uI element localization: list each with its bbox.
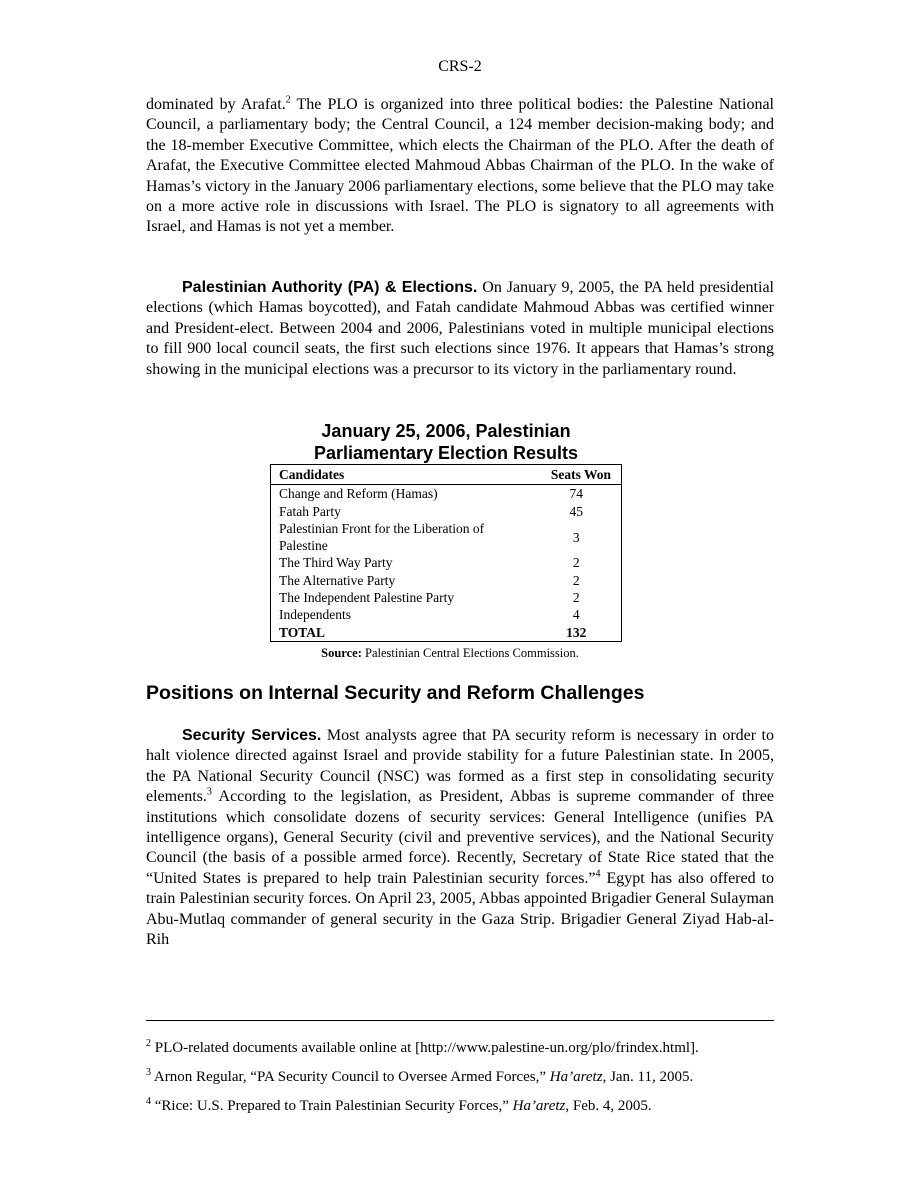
candidate-cell: The Third Way Party xyxy=(279,555,393,571)
source-label: Source: xyxy=(321,646,362,660)
footnote-4 xyxy=(146,1098,774,1115)
footnote-text: PLO-related documents available online at [http://www.palestine-un.org/plo/frindex.html]. xyxy=(151,1040,699,1056)
table-source xyxy=(270,646,630,661)
footnote-text: , Feb. 4, 2005. xyxy=(565,1098,652,1114)
footnote-text: “Rice: U.S. Prepared to Train Palestinian Security Forces,” xyxy=(151,1098,513,1114)
table-title-line: January 25, 2006, Palestinian xyxy=(321,421,571,441)
paragraph-text: The PLO is organized into three political bodies: the Palestine National Council, a parliamentary body; the Central Council, a 124 member decision-making body; and the 18-member Executive Committee, which elects the Chairman of the PLO. After the death of Arafat, the Executive Committee elected Mahmoud Abbas Chairman of the PLO. In the wake of Hamas’s victory in the January 2006 parliamentary elections, some believe that the PLO may take on a more active role in discussions with Israel. The PLO is signatory to all agreements with Israel, and Hamas is not yet a member. xyxy=(146,96,774,236)
total-value: 132 xyxy=(566,624,587,640)
paragraph-pa-elections xyxy=(146,278,774,380)
footnote-source: Ha’aretz xyxy=(512,1098,566,1114)
paragraph-text: Egypt has also offered to train Palestinian security forces. On April 23, 2005, Abbas appointed Brigadier General Sulayman Abu-Mutlaq commander of general security in the Gaza Strip. Brigadier General Ziyad Hab-al-Rih xyxy=(146,869,775,949)
footnote-text: , Jan. 11, 2005. xyxy=(602,1069,694,1085)
section-heading: Positions on Internal Security and Reform Challenges xyxy=(146,682,645,704)
paragraph-text: On January 9, 2005, the PA held presidential elections (which Hamas boycotted), and Fatah candidate Mahmoud Abbas was certified winner and President-elect. Between 2004 and 2006, Palestinians voted in multiple municipal elections to fill 900 local council seats, the first such elections since 1976. It appears that Hamas’s strong showing in the municipal elections was a precursor to its victory in the parliamentary round. xyxy=(146,279,774,378)
footnote-number: 4 xyxy=(146,1096,151,1107)
footnote-2 xyxy=(146,1040,774,1057)
source-text: Palestinian Central Elections Commission. xyxy=(361,646,579,660)
candidate-cell: The Independent Palestine Party xyxy=(279,590,455,606)
candidate-cell: Change and Reform (Hamas) xyxy=(279,486,438,502)
run-in-heading: Palestinian Authority (PA) & Elections. xyxy=(182,279,478,296)
footnote-text: Arnon Regular, “PA Security Council to Oversee Armed Forces,” xyxy=(151,1069,550,1085)
total-label: TOTAL xyxy=(279,624,326,640)
footnote-number: 2 xyxy=(146,1038,151,1049)
candidate-cell: Palestinian Front for the Liberation of Palestine xyxy=(279,520,485,554)
paragraph-text: dominated by Arafat. xyxy=(146,96,286,113)
table-total-row xyxy=(271,624,621,641)
footnote-3 xyxy=(146,1069,774,1086)
footnote-ref: 4 xyxy=(595,868,601,880)
table-row xyxy=(271,572,621,589)
table-title-line: Parliamentary Election Results xyxy=(313,443,579,463)
column-header-candidates: Candidates xyxy=(279,467,345,482)
paragraph-plo xyxy=(146,95,774,238)
paragraph-security-services xyxy=(146,726,774,950)
page-header: CRS-2 xyxy=(438,58,482,75)
table-row xyxy=(271,520,621,555)
candidate-cell: Fatah Party xyxy=(279,503,341,519)
footnote-divider xyxy=(146,1020,774,1021)
paragraph-text: Most analysts agree that PA security reform is necessary in order to halt violence directed against Israel and provide stability for a future Palestinian state. In 2005, the PA National Security Council (NSC) was formed as a first step in consolidating security elements. xyxy=(146,727,775,806)
table-title xyxy=(270,420,622,464)
candidate-cell: Independents xyxy=(279,607,351,623)
seats-cell: 2 xyxy=(572,572,580,588)
election-results-table xyxy=(270,464,622,642)
seats-cell: 4 xyxy=(572,607,580,623)
paragraph-text: According to the legislation, as President, Abbas is supreme commander of three institutions which consolidate dozens of security services: General Intelligence (unifies PA intelligence organs), General Security (civil and preventive services), and the National Security Council (the basis of a possible armed force). Recently, Secretary of State Rice stated that the “United States is prepared to help train Palestinian security forces.” xyxy=(146,788,774,887)
footnote-ref: 3 xyxy=(206,786,212,798)
table-header-row xyxy=(271,465,621,485)
table-row xyxy=(271,554,621,571)
seats-cell: 74 xyxy=(569,486,584,502)
table-row xyxy=(271,503,621,520)
column-header-seats: Seats Won xyxy=(550,467,611,482)
table-row xyxy=(271,589,621,606)
seats-cell: 3 xyxy=(572,529,580,545)
candidate-cell: The Alternative Party xyxy=(279,572,396,588)
seats-cell: 2 xyxy=(572,590,580,606)
footnote-number: 3 xyxy=(146,1067,151,1078)
footnote-source: Ha’aretz xyxy=(549,1069,603,1085)
seats-cell: 2 xyxy=(572,555,580,571)
table-row xyxy=(271,485,621,502)
footnote-ref: 2 xyxy=(285,94,291,106)
run-in-heading: Security Services. xyxy=(182,727,322,744)
table-row xyxy=(271,606,621,623)
seats-cell: 45 xyxy=(569,503,584,519)
